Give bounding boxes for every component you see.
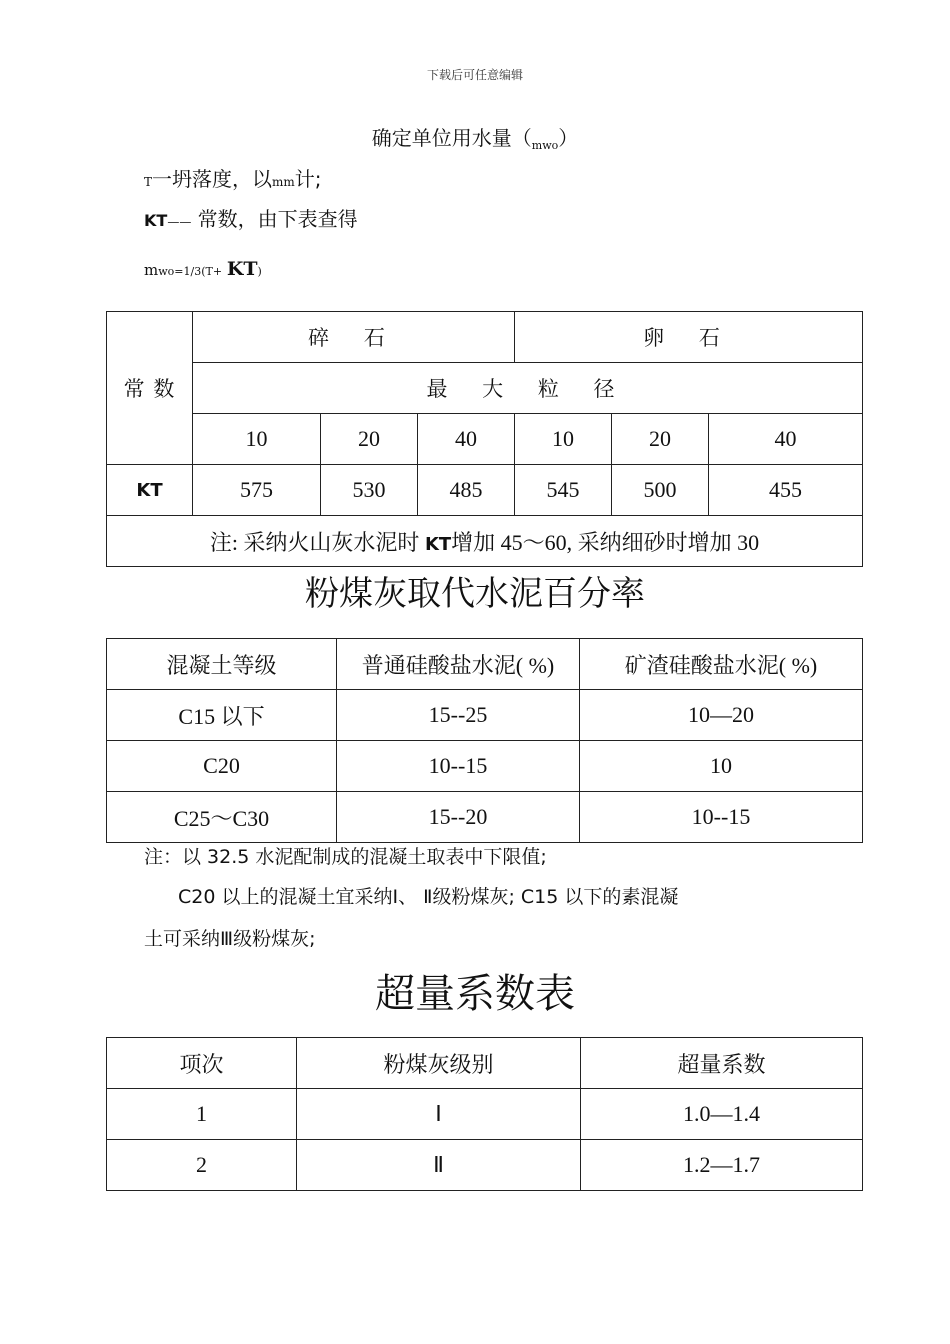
- table-header-cell: 普通硅酸盐水泥( %): [337, 639, 580, 690]
- table-cell: 10--15: [337, 741, 580, 792]
- table1-subheader: 最 大 粒 径: [193, 363, 863, 414]
- table-row: [107, 792, 863, 843]
- table3-header-row: [107, 1038, 863, 1089]
- table1-corner: 常 数: [107, 312, 193, 465]
- table-cell: 545: [515, 465, 612, 516]
- table-cell: 40: [418, 414, 515, 465]
- table-cell: 40: [709, 414, 863, 465]
- table-cell: 485: [418, 465, 515, 516]
- table1-group-crushed: 碎 石: [193, 312, 515, 363]
- section2-note-3: 土可采纳Ⅲ级粉煤灰;: [144, 928, 316, 950]
- table-row: [107, 741, 863, 792]
- table-header-cell: 超量系数: [581, 1038, 863, 1089]
- section2-note-2: C20 以上的混凝土宜采纳Ⅰ、 Ⅱ级粉煤灰; C15 以下的素混凝: [178, 886, 679, 908]
- table-cell: 575: [193, 465, 321, 516]
- table1-sizes-row: [107, 414, 863, 465]
- table-header-cell: 矿渣硅酸盐水泥( %): [580, 639, 863, 690]
- table-cell: 1.0—1.4: [581, 1089, 863, 1140]
- definition-kt: [144, 203, 358, 232]
- page-header: 下载后可任意编辑: [426, 68, 523, 82]
- formula-k: KT: [226, 258, 258, 280]
- formula-sub: wo=1/3(T+: [158, 265, 223, 278]
- table-cell: 15--25: [337, 690, 580, 741]
- table-cell: 1: [107, 1089, 297, 1140]
- table-cell: C15 以下: [107, 690, 337, 741]
- table-header-cell: 混凝土等级: [107, 639, 337, 690]
- table-cell: 10—20: [580, 690, 863, 741]
- excess-coefficient-table: [106, 1037, 863, 1191]
- definition-t-text: 一坍落度，以: [152, 167, 273, 191]
- definition-kt-symbol: KT: [144, 211, 168, 230]
- formula-end: ): [257, 265, 262, 278]
- table-cell: 10--15: [580, 792, 863, 843]
- formula-m: m: [144, 261, 159, 279]
- table-cell: 20: [612, 414, 709, 465]
- definition-kt-dash: ——: [167, 215, 192, 229]
- table-cell: 1.2—1.7: [581, 1140, 863, 1191]
- table-cell: C20: [107, 741, 337, 792]
- definition-t-symbol: T: [144, 175, 153, 189]
- table1-note: [107, 516, 863, 567]
- table1-group-pebble: 卵 石: [515, 312, 863, 363]
- table1-row-label: KT: [107, 465, 193, 516]
- section3-title: 超量系数表: [375, 971, 575, 1017]
- table-cell: 10: [515, 414, 612, 465]
- section1-title: [0, 122, 950, 152]
- definition-t-unit: mm: [272, 175, 295, 189]
- flyash-replacement-table: [106, 638, 863, 843]
- table-cell: 2: [107, 1140, 297, 1191]
- definition-t-end: 计;: [294, 167, 322, 191]
- table2-header-row: [107, 639, 863, 690]
- table-row: [107, 1140, 863, 1191]
- table-cell: 530: [321, 465, 418, 516]
- table-cell: 10: [580, 741, 863, 792]
- water-table: [106, 311, 863, 567]
- table-cell: 15--20: [337, 792, 580, 843]
- definition-kt-text: 常数，由下表查得: [197, 207, 358, 231]
- table1-note-post: 增加 45～60, 采纳细砂时增加 30: [451, 529, 760, 555]
- formula: [144, 258, 262, 280]
- table-cell: C25～C30: [107, 792, 337, 843]
- table1-note-kt: KT: [424, 533, 452, 555]
- table-cell: 20: [321, 414, 418, 465]
- table1-note-pre: 注: 采纳火山灰水泥时: [209, 529, 425, 555]
- section1-title-end: ）: [558, 126, 579, 150]
- table-header-cell: 项次: [107, 1038, 297, 1089]
- section2-title: 粉煤灰取代水泥百分率: [305, 574, 645, 614]
- table-cell: 455: [709, 465, 863, 516]
- table-header-cell: 粉煤灰级别: [297, 1038, 581, 1089]
- table-row: [107, 1089, 863, 1140]
- table-cell: Ⅰ: [297, 1089, 581, 1140]
- table-cell: 500: [612, 465, 709, 516]
- table-cell: 10: [193, 414, 321, 465]
- section2-note-1: 注：以 32.5 水泥配制成的混凝土取表中下限值;: [144, 846, 547, 868]
- definition-t: [144, 163, 322, 192]
- section1-title-text: 确定单位用水量（: [371, 126, 532, 150]
- section1-title-sub: mwo: [531, 139, 559, 152]
- table-row: [107, 690, 863, 741]
- table1-values-row: [107, 465, 863, 516]
- table-cell: Ⅱ: [297, 1140, 581, 1191]
